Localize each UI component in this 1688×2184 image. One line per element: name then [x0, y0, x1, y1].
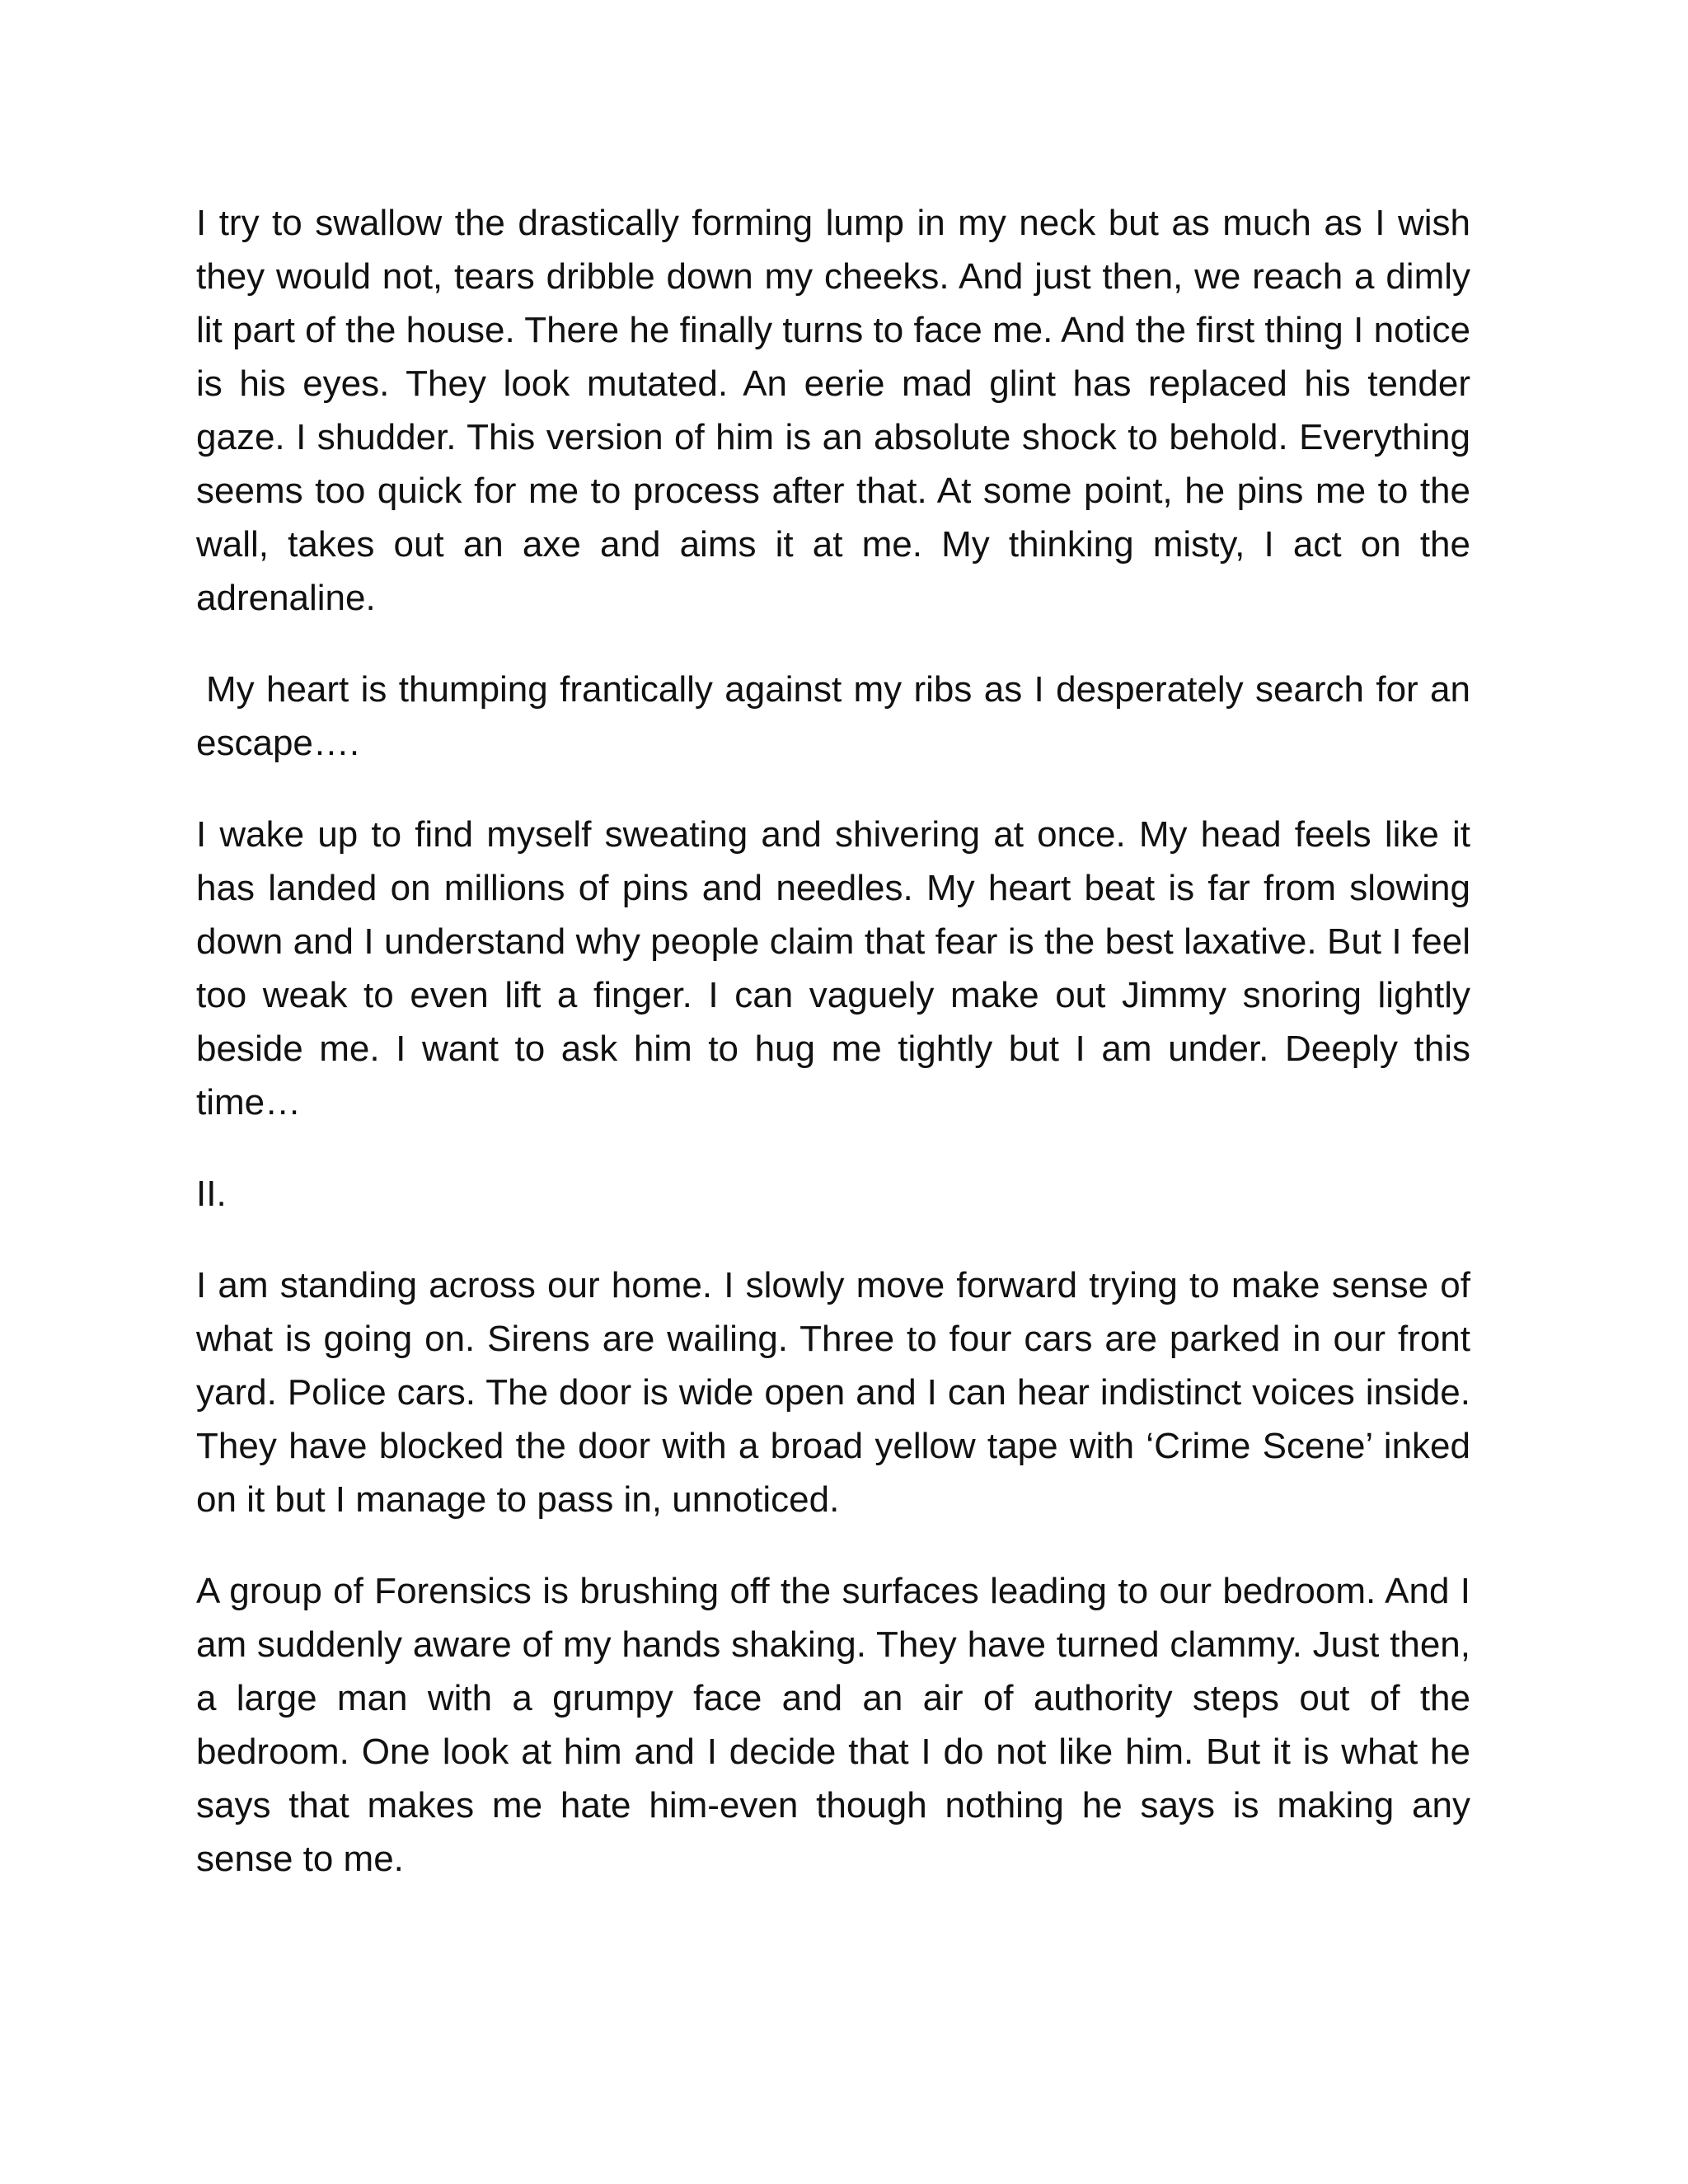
body-text: [196, 196, 1470, 1924]
paragraph-heart-thumping: My heart is thumping frantically against my ribs as I desperately search for an escape….: [196, 669, 1470, 763]
paragraph-standing-across-home: I am standing across our home. I slowly move forward trying to make sense of what is going on. Sirens are wailing. Three to four cars are parked in our front yard. Police cars. The door is wide open and I can hear indistinct voices inside. They have blocked the door with a broad yellow tape with ‘Crime Scene’ inked on it but I manage to pass in, unnoticed.: [196, 1265, 1470, 1520]
section-number: II.: [196, 1174, 227, 1214]
paragraph-forensics: A group of Forensics is brushing off the surfaces leading to our bedroom. And I am suddenly aware of my hands shaking. They have turned clammy. Just then, a large man with a grumpy face and an air of authority steps out of the bedroom. One look at him and I decide that I do not like him. But it is what he says that makes me hate him-even though nothing he says is making any sense to me.: [196, 1571, 1470, 1879]
paragraph-swallow-lump: I try to swallow the drastically forming lump in my neck but as much as I wish they would not, tears dribble down my cheeks. And just then, we reach a dimly lit part of the house. There he finally turns to face me. And the first thing I notice is his eyes. They look mutated. An eerie mad glint has replaced his tender gaze. I shudder. This version of him is an absolute shock to behold. Everything seems too quick for me to process after that. At some point, he pins me to the wall, takes out an axe and aims it at me. My thinking misty, I act on the adrenaline.: [196, 203, 1470, 618]
paragraph-wake-up: I wake up to find myself sweating and shivering at once. My head feels like it has landed on millions of pins and needles. My heart beat is far from slowing down and I understand why people claim that fear is the best laxative. But I feel too weak to even lift a finger. I can vaguely make out Jimmy snoring lightly beside me. I want to ask him to hug me tightly but I am under. Deeply this time…: [196, 814, 1470, 1122]
